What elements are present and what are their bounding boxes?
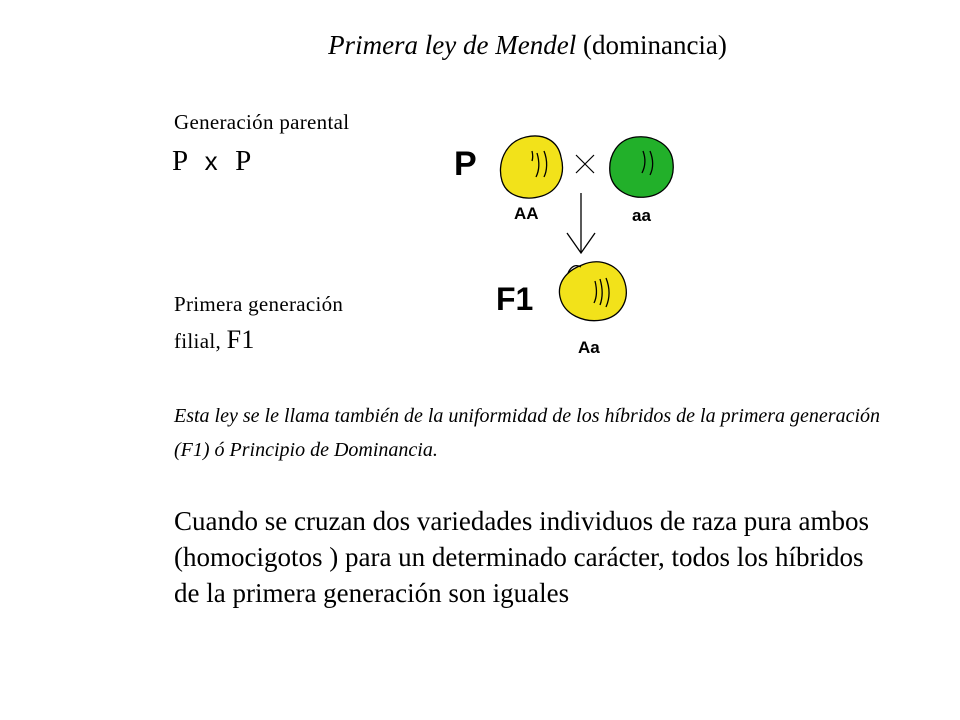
- green-pea-aa: [610, 137, 673, 198]
- filial-label-line1: Primera generación: [174, 292, 344, 316]
- parental-cross: [172, 145, 252, 178]
- diagram-p-label: P: [454, 145, 477, 183]
- main-explanation: Cuando se cruzan dos variedades individuos de raza pura ambos (homocigotos ) para un determinado carácter, todos los híbridos de la primera generación son iguales: [174, 506, 870, 608]
- pea-wrinkle-3: [532, 151, 533, 161]
- parental-generation-label: Generación parental: [174, 110, 350, 134]
- filial-text: filial,: [174, 329, 222, 353]
- page-title: [0, 30, 960, 61]
- diagram-aa-dominant: AA: [514, 204, 539, 223]
- filial-label-line2: [174, 325, 255, 355]
- title-paren: (dominancia): [582, 30, 727, 60]
- parental-p2: P: [235, 145, 253, 177]
- mendel-cross-diagram: [440, 125, 680, 365]
- diagram-f1-label: F1: [496, 281, 534, 317]
- filial-f1: F1: [226, 325, 255, 354]
- diagram-hybrid-label: Aa: [578, 338, 600, 357]
- cross-symbol: x: [204, 146, 219, 176]
- yellow-pea-aa: [500, 136, 562, 198]
- law-description: Esta ley se le llama también de la uniformidad de los híbridos de la primera generación (F1) ó Principio de Dominancia.: [174, 405, 881, 461]
- diagram-aa-recessive: aa: [632, 206, 651, 225]
- title-main: Primera ley de Mendel: [328, 30, 577, 60]
- cross-x-icon: [576, 155, 594, 173]
- parental-p1: P: [172, 145, 189, 177]
- down-arrow-icon: [567, 193, 595, 253]
